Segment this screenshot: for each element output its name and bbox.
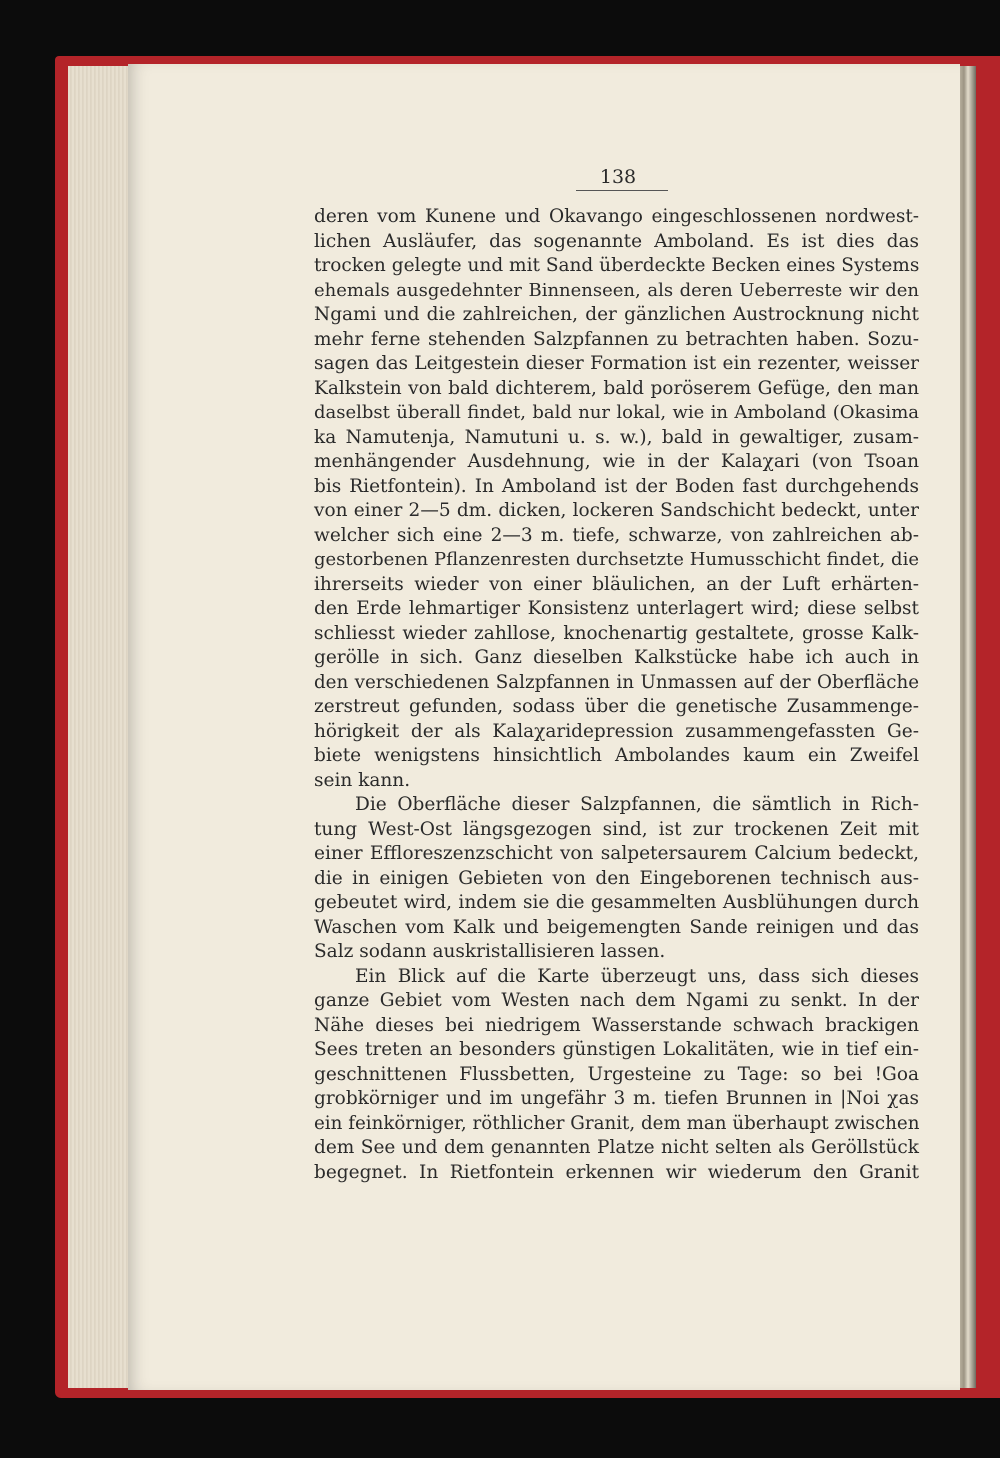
text-line: gebeutet wird, indem sie die gesammelten Ausblühungen durch	[314, 892, 919, 913]
text-line: den verschiedenen Salzpfannen in Unmassen auf der Oberfläche	[314, 671, 919, 693]
text-line: Kalkstein von bald dichterem, bald poröserem Gefüge, den man	[314, 377, 919, 399]
text-line: ihrerseits wieder von einer bläulichen, an der Luft erhärten-	[314, 573, 919, 595]
page-number: 138	[599, 166, 637, 188]
text-line: zerstreut gefunden, sodass über die genetische Zusammenge-	[314, 696, 919, 717]
text-line: gerölle in sich. Ganz dieselben Kalkstücke habe ich auch in	[314, 647, 919, 668]
text-line: trocken gelegte und mit Sand überdeckte Becken eines Systems	[314, 255, 920, 276]
text-line: Nähe dieses bei niedrigem Wasserstande schwach brackigen	[314, 1014, 919, 1036]
text-line: Die Oberfläche dieser Salzpfannen, die sämtlich in Rich-	[355, 794, 919, 815]
text-line: gestorbenen Pflanzenresten durchsetzte Humusschicht findet, die	[314, 549, 919, 570]
text-line: daselbst überall findet, bald nur lokal, wie in Amboland (Okasima	[314, 402, 919, 423]
text-line: ka Namutenja, Namutuni u. s. w.), bald in gewaltiger, zusam-	[314, 426, 919, 448]
text-line: tung West-Ost längsgezogen sind, ist zur trockenen Zeit mit	[314, 818, 919, 840]
text-line: dem See und dem genannten Platze nicht selten als Geröllstück	[314, 1137, 919, 1158]
text-line: geschnittenen Flussbetten, Urgesteine zu Tage: so bei !Goa	[314, 1063, 919, 1085]
text-line: sein kann.	[314, 769, 411, 791]
text-line: bis Rietfontein). In Amboland ist der Boden fast durchgehends	[314, 475, 919, 497]
text-line: deren vom Kunene und Okavango eingeschlossenen nordwest-	[314, 206, 919, 227]
text-line: einer Effloreszenzschicht von salpetersaurem Calcium bedeckt,	[314, 843, 919, 864]
text-line: hörigkeit der als Kalaχaridepression zusammengefassten Ge-	[314, 720, 919, 742]
text-line: menhängender Ausdehnung, wie in der Kalaχari (von Tsoan	[314, 451, 919, 472]
text-line: den Erde lehmartiger Konsistenz unterlagert wird; diese selbst	[314, 598, 919, 619]
text-line: schliesst wieder zahllose, knochenartig gestaltete, grosse Kalk-	[314, 622, 919, 644]
text-line: lichen Ausläufer, das sogenannte Amboland. Es ist dies das	[314, 230, 919, 252]
body-text	[314, 205, 919, 1185]
text-line: biete wenigstens hinsichtlich Ambolandes kaum ein Zweifel	[314, 745, 919, 766]
text-line: mehr ferne stehenden Salzpfannen zu betrachten haben. Sozu-	[314, 328, 919, 350]
text-line: grobkörniger und im ungefähr 3 m. tiefen Brunnen in |Noi χas	[314, 1088, 919, 1109]
text-line: sagen das Leitgestein dieser Formation ist ein rezenter, weisser	[314, 353, 919, 374]
text-line: von einer 2—5 dm. dicken, lockeren Sandschicht bedeckt, unter	[314, 500, 919, 521]
text-line: Salz sodann auskristallisieren lassen.	[314, 941, 666, 962]
text-line: Ein Blick auf die Karte überzeugt uns, dass sich dieses	[355, 965, 919, 987]
page-number-rule	[576, 190, 668, 191]
text-line: die in einigen Gebieten von den Eingeborenen technisch aus-	[314, 867, 919, 889]
text-line: Ngami und die zahlreichen, der gänzlichen Austrocknung nicht	[314, 304, 919, 325]
text-line: ehemals ausgedehnter Binnenseen, als deren Ueberreste wir den	[314, 279, 919, 301]
text-line: Waschen vom Kalk und beigemengten Sande reinigen und das	[314, 916, 919, 938]
text-line: ganze Gebiet vom Westen nach dem Ngami zu senkt. In der	[314, 990, 919, 1011]
text-line: Sees treten an besonders günstigen Lokalitäten, wie in tief ein-	[314, 1039, 919, 1060]
text-line: begegnet. In Rietfontein erkennen wir wiederum den Granit	[314, 1161, 919, 1183]
text-line: ein feinkörniger, röthlicher Granit, dem man überhaupt zwischen	[314, 1112, 920, 1134]
text-line: welcher sich eine 2—3 m. tiefe, schwarze, von zahlreichen ab-	[314, 524, 919, 546]
